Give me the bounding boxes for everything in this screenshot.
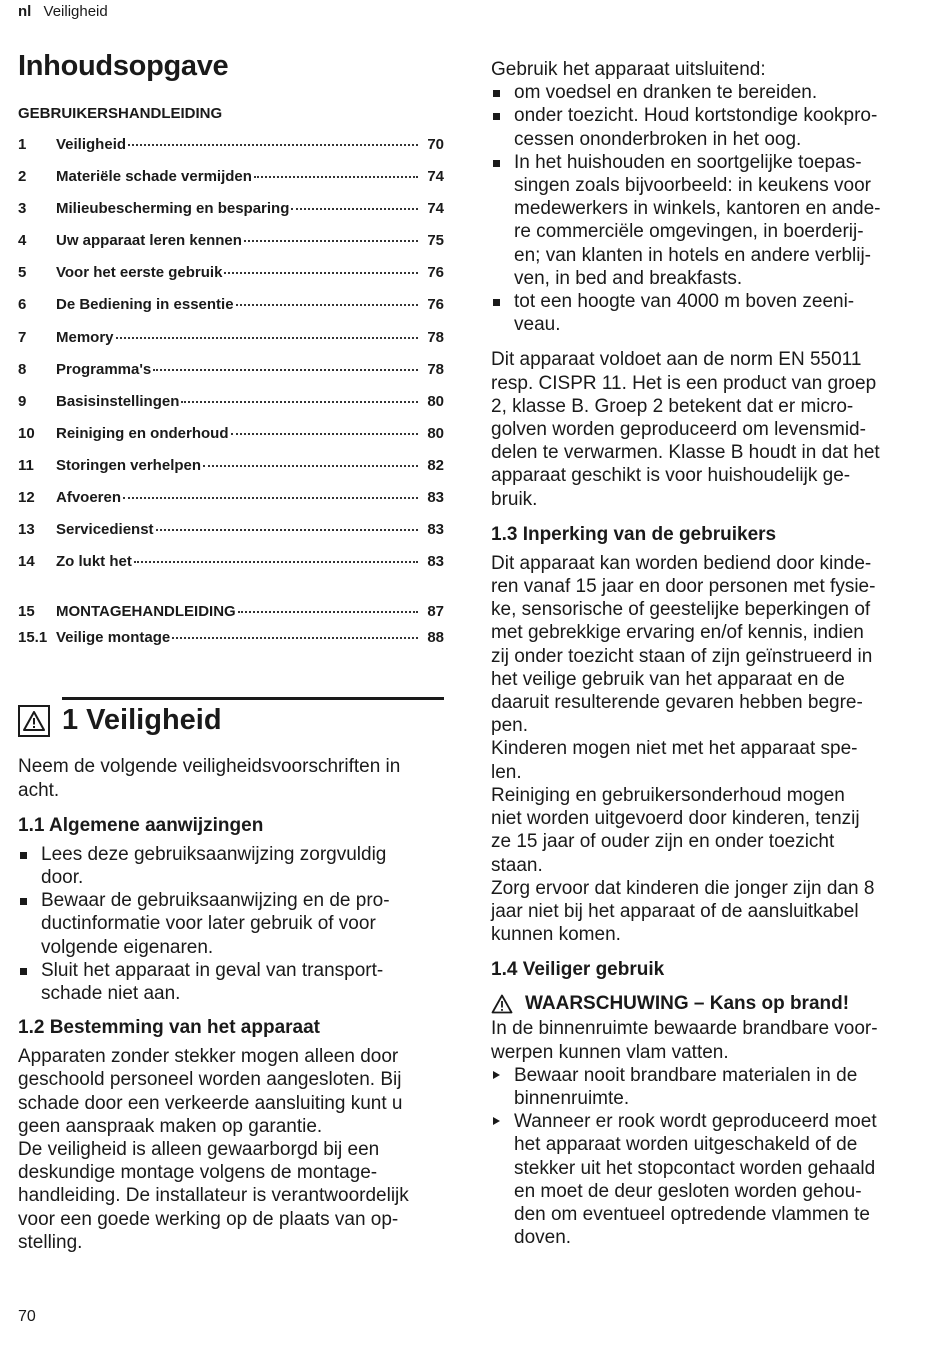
toc-entry-label: Materiële schade vermijden [56,168,252,186]
bullet-square-icon [493,90,500,97]
text-line: niet worden uitgevoerd door kinderen, tenzij [491,808,860,830]
bullet-line: Sluit het apparaat in geval van transport- [41,959,384,981]
toc-list-installation [18,603,444,655]
toc-entry[interactable] [18,629,444,655]
bullet-line: veau. [514,314,561,336]
text-line: ze 15 jaar of ouder zijn en onder toezicht [491,831,835,853]
toc-entry-label: Milieubescherming en besparing [56,200,290,218]
toc-entry-page: 82 [427,456,444,474]
toc-entry-page: 74 [427,168,444,186]
toc-entry-page: 74 [427,200,444,218]
warning-label: WAARSCHUWING – Kans op brand! [525,993,850,1015]
toc-entry[interactable] [18,296,444,328]
safety-steps [491,1064,923,1250]
bullet-line: en moet de deur gesloten worden gehou- [514,1180,862,1202]
right-column [491,58,923,1249]
left-column [18,50,444,1254]
bullet-line: door. [41,866,84,888]
bullet-line: binnenruimte. [514,1087,630,1109]
bullet-line: schade niet aan. [41,982,181,1004]
toc-entry-number: 6 [18,296,27,314]
bullet-line: onder toezicht. Houd kortstondige kookpro- [514,105,878,127]
toc-leader-dots [116,337,418,339]
use-bullets [491,81,923,336]
toc-entry-label: Afvoeren [56,489,122,507]
text-line: Apparaten zonder stekker mogen alleen door [18,1046,399,1068]
toc-entry-label: Memory [56,328,114,346]
toc-entry[interactable] [18,521,444,553]
section-title: 1 Veiligheid [62,704,222,737]
bullet-line: stekker uit het stopcontact worden gehaald [514,1157,876,1179]
warning-icon [18,705,50,737]
text-line: geschoold personeel worden aangesloten. Bij [18,1069,402,1091]
toc-entry[interactable] [18,603,444,629]
toc-entry-label: De Bediening in essentie [56,296,234,314]
toc-entry-number: 14 [18,553,35,571]
text-line: golven worden geproduceerd om levensmid- [491,419,866,441]
toc-entry[interactable] [18,553,444,585]
toc-leader-dots [203,465,418,467]
toc-entry-label: Storingen verhelpen [56,456,202,474]
text-line: pen. [491,715,528,737]
text-line: apparaat geschikt is voor huishoudelijk ge- [491,465,851,487]
arrow-bullet-icon [493,1117,500,1125]
toc-leader-dots [181,401,418,403]
list-item [18,959,444,1005]
language-code: nl [18,3,32,20]
bullet-line: tot een hoogte van 4000 m boven zeeni- [514,291,855,313]
toc-entry[interactable] [18,425,444,457]
toc-entry-number: 13 [18,521,35,539]
subsection-title: 1.3 Inperking van de gebruikers [491,523,777,545]
bullet-line: re commerciële omgevingen, in boerderij- [514,221,864,243]
bullet-line: In het huishouden en soortgelijke toepas- [514,151,862,173]
bullet-square-icon [493,160,500,167]
toc-leader-dots [128,144,418,146]
text-line: daaruit resulterende gevaren hebben begre- [491,692,863,714]
user-restriction-text [491,552,923,946]
bullet-line: ven, in bed and breakfasts. [514,267,743,289]
bullet-line: Lees deze gebruiksaanwijzing zorgvuldig [41,843,387,865]
text-line: kunnen komen. [491,924,621,946]
toc-entry-page: 76 [427,296,444,314]
toc-entry-label: Voor het eerste gebruik [56,264,223,282]
toc-entry-label: Zo lukt het [56,553,132,571]
header-section: Veiligheid [43,3,108,20]
toc-entry-page: 88 [427,629,444,647]
text-line: met gebrekkige ervaring en/of kennis, indien [491,622,864,644]
toc-entry-page: 75 [427,232,444,250]
toc-entry[interactable] [18,232,444,264]
text-line: ren vanaf 15 jaar en door personen met fysie- [491,576,876,598]
list-item [491,151,923,290]
toc-entry-page: 76 [427,264,444,282]
toc-entry-label: MONTAGEHANDLEIDING [56,603,236,621]
toc-entry-number: 9 [18,392,27,410]
toc-entry-number: 15 [18,603,35,621]
warning-text [491,1017,923,1063]
list-item [491,81,923,104]
toc-leader-dots [254,176,418,178]
toc-entry-number: 15.1 [18,629,48,647]
norm-text [491,348,923,510]
bullet-line: om voedsel en dranken te bereiden. [514,82,818,104]
text-line: Dit apparaat kan worden bediend door kinde- [491,552,872,574]
toc-entry[interactable] [18,168,444,200]
list-item [491,104,923,150]
toc-entry-label: Reiniging en onderhoud [56,424,229,442]
text-line: stelling. [18,1231,83,1253]
subsection-title: 1.2 Bestemming van het apparaat [18,1017,320,1039]
toc-entry-label: Basisinstellingen [56,392,180,410]
text-line: 2, klasse B. Groep 2 betekent dat er micro- [491,395,854,417]
toc-subtitle: GEBRUIKERSHANDLEIDING [18,105,223,122]
warning-heading [491,992,923,1015]
text-line: resp. CISPR 11. Het is een product van groep [491,372,877,394]
text-line: werpen kunnen vlam vatten. [491,1041,729,1063]
bullet-line: Wanneer er rook wordt geproduceerd moet [514,1111,877,1133]
toc-entry-page: 87 [427,603,444,621]
bullet-line: cessen ononderbroken in het oog. [514,128,802,150]
toc-leader-dots [224,272,418,274]
toc-entry-number: 8 [18,360,27,378]
toc-entry[interactable] [18,457,444,489]
text-line: het veilige gebruik van het apparaat en de [491,668,845,690]
toc-leader-dots [238,611,418,613]
text-line: delen te verwarmen. Klasse B houdt in dat het [491,442,880,464]
toc-entry-page: 83 [427,553,444,571]
list-item [491,290,923,336]
text-line: geen aanspraak maken op garantie. [18,1115,323,1137]
text-line: voor een goede werking op de plaats van op- [18,1208,399,1230]
toc-leader-dots [134,561,418,563]
section-intro [18,755,444,801]
list-item [491,1110,923,1249]
text-line: handleiding. De installateur is verantwoordelijk [18,1185,409,1207]
general-bullets [18,843,444,1005]
toc-title: Inhoudsopgave [18,50,229,82]
bullet-square-icon [493,299,500,306]
toc-list [18,136,444,585]
bullet-line: volgende eigenaren. [41,936,214,958]
toc-entry-number: 12 [18,489,35,507]
text-line: zij onder toezicht staan of zijn geïnstrueerd in [491,645,873,667]
toc-entry-page: 78 [427,360,444,378]
toc-entry-number: 11 [18,456,34,474]
bullet-square-icon [493,113,500,120]
toc-entry-label: Programma's [56,360,152,378]
text-line: Zorg ervoor dat kinderen die jonger zijn dan 8 [491,877,875,899]
warning-triangle-icon [491,994,513,1014]
toc-entry-label: Servicedienst [56,521,154,539]
bullet-line: en; van klanten in hotels en andere verblij- [514,244,872,266]
toc-leader-dots [236,304,418,306]
section-rule [62,697,444,700]
bullet-line: ductinformatie voor later gebruik of voor [41,913,376,935]
bullet-line: singen zoals bijvoorbeeld: in keukens voor [514,175,871,197]
toc-entry[interactable] [18,489,444,521]
text-line: staan. [491,854,543,876]
bullet-line: den om eventueel optredende vlammen te [514,1203,870,1225]
arrow-bullet-icon [493,1071,500,1079]
toc-gap [18,585,444,603]
toc-entry-number: 10 [18,424,35,442]
toc-entry[interactable] [18,361,444,393]
bullet-line: het apparaat worden uitgeschakeld of de [514,1134,858,1156]
toc-entry[interactable] [18,329,444,361]
toc-entry-page: 80 [427,424,444,442]
toc-leader-dots [153,369,418,371]
toc-entry-label: Veilige montage [56,629,171,647]
text-line: len. [491,761,522,783]
text-line: jaar niet bij het apparaat of de aansluitkabel [491,900,859,922]
toc-entry-page: 70 [427,136,444,153]
intended-use-text [18,1045,444,1254]
list-item [18,889,444,959]
running-header [18,3,108,20]
intro-line: Neem de volgende veiligheidsvoorschriften in [18,756,401,778]
text-line: De veiligheid is alleen gewaarborgd bij een [18,1138,380,1160]
toc-entry-page: 83 [427,521,444,539]
text-line: schade door een verkeerde aansluiting kunt u [18,1092,403,1114]
bullet-line: Bewaar de gebruiksaanwijzing en de pro- [41,890,390,912]
toc-leader-dots [244,240,418,242]
toc-entry-page: 83 [427,489,444,507]
text-line: deskundige montage volgens de montage- [18,1162,378,1184]
toc-leader-dots [172,637,418,639]
toc-entry-number: 3 [18,200,27,218]
bullet-square-icon [20,968,27,975]
toc-leader-dots [123,497,418,499]
page-number: 70 [18,1308,36,1325]
toc-entry[interactable] [18,200,444,232]
section-heading [18,704,444,737]
bullet-line: medewerkers in winkels, kantoren en ande- [514,198,881,220]
subsection-title: 1.1 Algemene aanwijzingen [18,814,264,836]
use-intro: Gebruik het apparaat uitsluitend: [491,59,766,80]
bullet-square-icon [20,852,27,859]
list-item [18,843,444,889]
toc-entry[interactable] [18,136,444,168]
toc-entry-number: 2 [18,168,27,186]
text-line: ke, sensorische of geestelijke beperkingen of [491,599,871,621]
toc-entry[interactable] [18,393,444,425]
text-line: Kinderen mogen niet met het apparaat spe- [491,738,858,760]
toc-entry-page: 78 [427,328,444,346]
toc-entry-label: Uw apparaat leren kennen [56,232,242,250]
toc-leader-dots [291,208,418,210]
toc-entry-label: Veiligheid [56,136,127,153]
list-item [491,1064,923,1110]
text-line: Reiniging en gebruikersonderhoud mogen [491,784,845,806]
toc-entry-number: 1 [18,136,27,153]
text-line: bruik. [491,488,538,510]
bullet-line: doven. [514,1227,572,1249]
toc-leader-dots [231,433,419,435]
intro-line: acht. [18,779,60,801]
text-line: Dit apparaat voldoet aan de norm EN 55011 [491,349,862,371]
toc-entry[interactable] [18,264,444,296]
toc-entry-number: 4 [18,232,27,250]
text-line: In de binnenruimte bewaarde brandbare voor- [491,1018,878,1040]
toc-entry-number: 7 [18,328,27,346]
toc-entry-number: 5 [18,264,27,282]
bullet-line: Bewaar nooit brandbare materialen in de [514,1064,858,1086]
subsection-title: 1.4 Veiliger gebruik [491,959,665,981]
toc-leader-dots [156,529,418,531]
bullet-square-icon [20,898,27,905]
toc-entry-page: 80 [427,392,444,410]
